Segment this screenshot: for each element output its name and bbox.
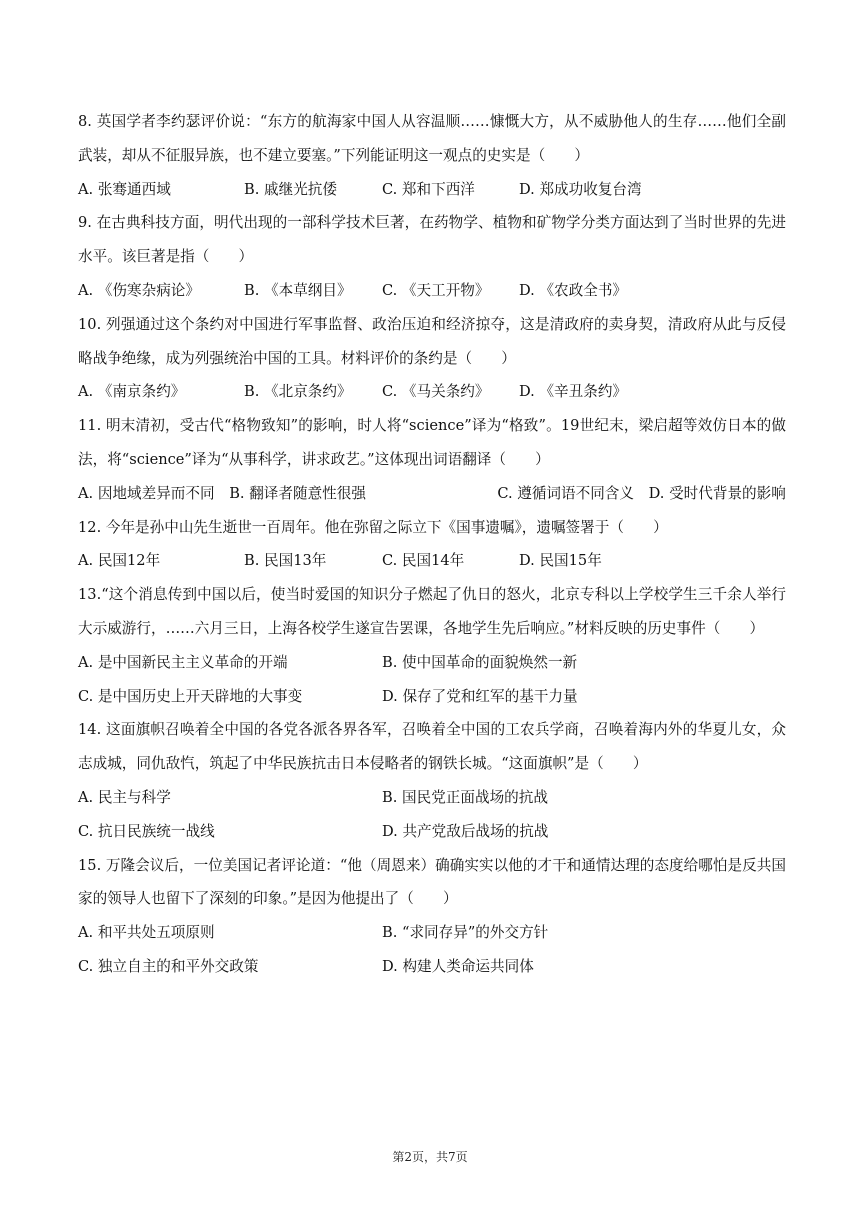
- question-stem: 8. 英国学者李约瑟评价说：“东方的航海家中国人从容温顺……慷慨大方，从不威胁他人的生存……他们全副武装，却从不征服异族，也不建立要塞。”下列能证明这一观点的史实是（ ）: [78, 113, 786, 164]
- question-9: [78, 206, 786, 307]
- option-c: C. 独立自主的和平外交政策: [78, 957, 259, 975]
- options-row: [78, 680, 786, 714]
- option-d: D. 保存了党和红军的基干力量: [382, 687, 578, 705]
- question-15: [78, 849, 786, 984]
- option-c: C. 郑和下西洋: [382, 180, 475, 198]
- option-b: B. 使中国革命的面貌焕然一新: [382, 653, 578, 671]
- question-11: [78, 409, 786, 510]
- option-a: A. 因地域差异而不同: [78, 484, 215, 502]
- option-b: B. 民国13年: [244, 552, 327, 570]
- question-stem: 12. 今年是孙中山先生逝世一百周年。他在弥留之际立下《国事遗嘱》，遗嘱签署于（ ）: [78, 518, 668, 536]
- option-c: C. 抗日民族统一战线: [78, 822, 215, 840]
- exam-page: [78, 105, 786, 984]
- option-d: D. 构建人类命运共同体: [382, 957, 534, 975]
- option-d: D. 《农政全书》: [519, 281, 628, 299]
- question-8: [78, 105, 786, 206]
- question-stem: 15. 万隆会议后，一位美国记者评论道：“他（周恩来）确确实实以他的才干和通情达理的态度给哪怕是反共国家的领导人也留下了深刻的印象。”是因为他提出了（ ）: [78, 856, 786, 908]
- question-12: [78, 511, 786, 579]
- options-row: [78, 544, 786, 578]
- option-a: A. 张骞通西域: [78, 180, 171, 198]
- option-d: D. 民国15年: [519, 552, 602, 570]
- option-a: A. 民国12年: [78, 552, 161, 570]
- options-row: [78, 815, 786, 849]
- options-row: [78, 950, 786, 984]
- option-b: B. 《北京条约》: [244, 383, 352, 401]
- option-b: B. 戚继光抗倭: [244, 180, 337, 198]
- option-c: C. 《天工开物》: [382, 281, 490, 299]
- options-row: [78, 274, 786, 308]
- question-13: [78, 578, 786, 713]
- option-a: A. 民主与科学: [78, 788, 171, 806]
- option-c: C. 是中国历史上开天辟地的大事变: [78, 687, 303, 705]
- option-c: C. 遵循词语不同含义: [497, 484, 634, 502]
- option-c: C. 《马关条约》: [382, 383, 490, 401]
- options-row: [78, 646, 786, 680]
- option-a: A. 是中国新民主主义革命的开端: [78, 653, 288, 671]
- options-row: [78, 781, 786, 815]
- options-row: [78, 173, 786, 207]
- option-a: A. 和平共处五项原则: [78, 924, 215, 942]
- option-a: A. 《伤寒杂病论》: [78, 281, 200, 299]
- option-a: A. 《南京条约》: [78, 383, 186, 401]
- option-c: C. 民国14年: [382, 552, 465, 570]
- option-b: B. 《本草纲目》: [244, 281, 352, 299]
- option-d: D. 郑成功收复台湾: [519, 180, 642, 198]
- option-d: D. 受时代背景的影响: [648, 484, 786, 502]
- question-stem: 14. 这面旗帜召唤着全中国的各党各派各界各军，召唤着全中国的工农兵学商，召唤着海内外的华夏儿女，众志成城，同仇敌忾，筑起了中华民族抗击日本侵略者的钢铁长城。“这面旗帜”是（ ）: [78, 721, 786, 773]
- option-d: D. 《辛丑条约》: [519, 383, 628, 401]
- question-stem: 11. 明末清初，受古代“格物致知”的影响，时人将“science”译为“格致”。19世纪末，梁启超等效仿日本的做法，将“science”译为“从事科学，讲求政艺。”这体现出词语翻译（ ）: [78, 417, 786, 468]
- question-stem: 10. 列强通过这个条约对中国进行军事监督、政治压迫和经济掠夺，这是清政府的卖身契，清政府从此与反侵略战争绝缘，成为列强统治中国的工具。材料评价的条约是（ ）: [78, 315, 786, 367]
- option-b: B. 国民党正面战场的抗战: [382, 788, 548, 806]
- option-b: B. “求同存异”的外交方针: [382, 924, 549, 942]
- question-14: [78, 713, 786, 848]
- page-footer: 第2页，共7页: [392, 1150, 468, 1164]
- option-b: B. 翻译者随意性很强: [229, 484, 366, 502]
- options-row: [78, 916, 786, 950]
- option-d: D. 共产党敌后战场的抗战: [382, 822, 549, 840]
- options-row: [78, 477, 786, 511]
- question-stem: 13.“这个消息传到中国以后，使当时爱国的知识分子燃起了仇日的怒火，北京专科以上学校学生三千余人举行大示威游行，……六月三日，上海各校学生遂宣告罢课，各地学生先后响应。”材料反映的历史事件（ ）: [78, 586, 786, 637]
- question-stem: 9. 在古典科技方面，明代出现的一部科学技术巨著，在药物学、植物和矿物学分类方面达到了当时世界的先进水平。该巨著是指（ ）: [78, 214, 786, 266]
- question-10: [78, 308, 786, 409]
- options-row: [78, 375, 786, 409]
